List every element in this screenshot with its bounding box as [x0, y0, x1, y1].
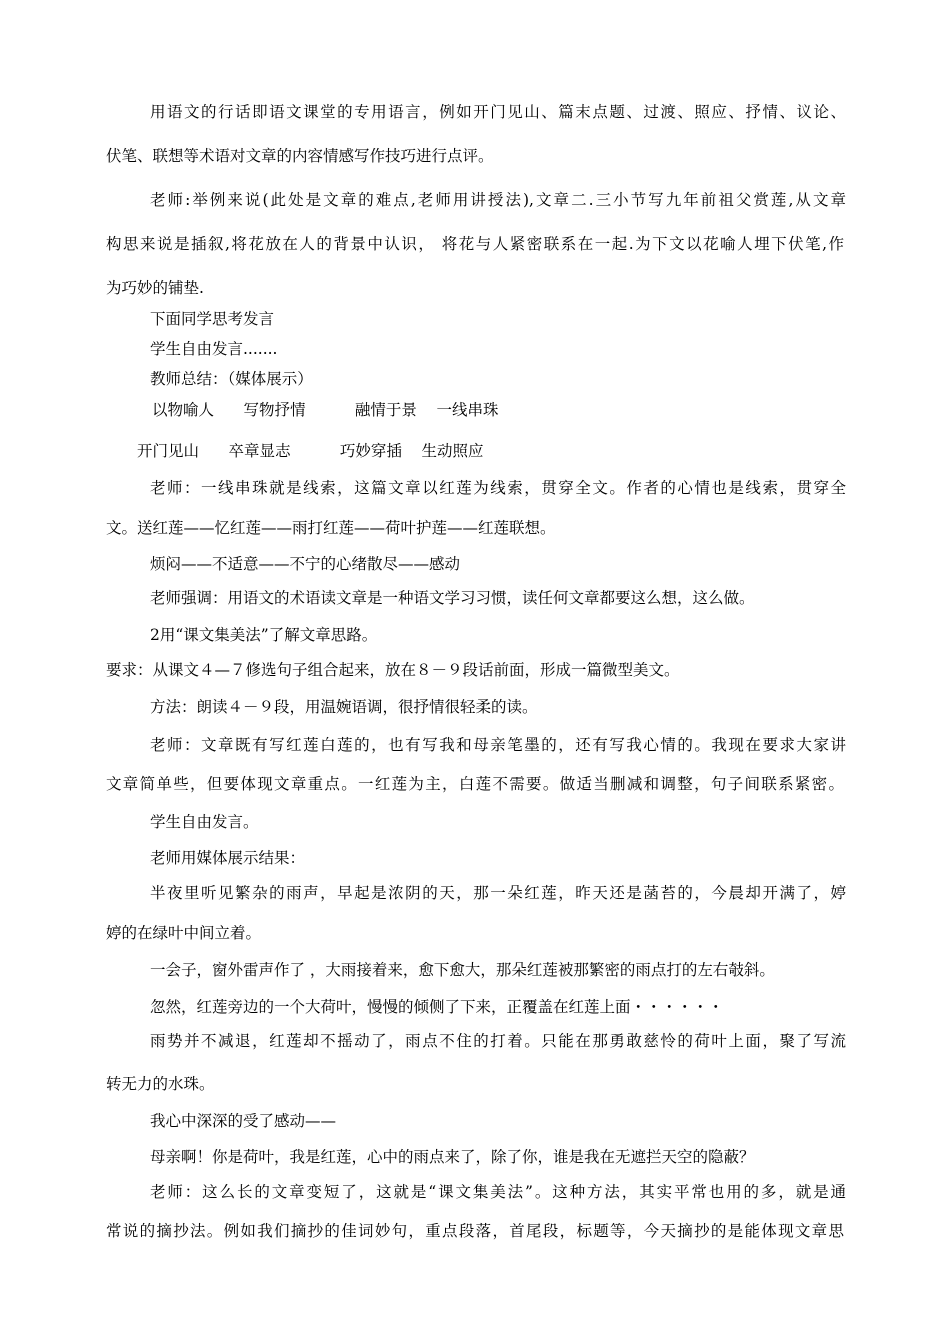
paragraph-line: 伏笔、联想等术语对文章的内容情感写作技巧进行点评。 [106, 147, 494, 165]
paragraph-line: 婷的在绿叶中间立着。 [106, 924, 262, 942]
paragraph-line: 常说的摘抄法。例如我们摘抄的佳词妙句，重点段落，首尾段，标题等，今天摘抄的是能体现文章思 [106, 1222, 844, 1240]
summary-terms-row: 开门见山 卒章显志 巧妙穿插 生动照应 [137, 442, 484, 460]
paragraph-line: 学生自由发言....... [150, 340, 278, 358]
paragraph-line: 我心中深深的受了感动—— [150, 1112, 337, 1130]
paragraph-line: 要求：从课文４—７修选句子组合起来，放在８－９段话前面，形成一篇微型美文。 [106, 661, 680, 679]
paragraph-line: 忽然，红莲旁边的一个大荷叶，慢慢的倾侧了下来，正覆盖在红莲上面・・・・・・ [150, 998, 724, 1016]
paragraph-line: 方法：朗读４－９段，用温婉语调，很抒情很轻柔的读。 [150, 698, 538, 716]
paragraph-line: 用语文的行话即语文课堂的专用语言，例如开门见山、篇末点题、过渡、照应、抒情、议论、 [150, 103, 846, 121]
paragraph-line: 老师强调：用语文的术语读文章是一种语文学习习惯，读任何文章都要这么想，这么做。 [150, 589, 755, 607]
paragraph-line: 一会子，窗外雷声作了 ，大雨接着来，愈下愈大，那朵红莲被那繁密的雨点打的左右攲斜。 [150, 961, 775, 979]
paragraph-line: 转无力的水珠。 [106, 1075, 215, 1093]
paragraph-line: 半夜里听见繁杂的雨声，早起是浓阴的天，那一朵红莲，昨天还是菡苔的，今晨却开满了，婷 [150, 884, 846, 902]
paragraph-line: 学生自由发言。 [150, 813, 259, 831]
paragraph-line: 为巧妙的铺垫. [106, 279, 204, 297]
paragraph-line: 教师总结：（媒体展示） [150, 370, 313, 388]
paragraph-line: 2用“课文集美法”了解文章思路。 [150, 626, 378, 644]
paragraph-line: 老师：文章既有写红莲白莲的，也有写我和母亲笔墨的，还有写我心情的。我现在要求大家讲 [150, 736, 846, 754]
paragraph-line: 老师用媒体展示结果： [150, 849, 306, 867]
paragraph-line: 文。送红莲——忆红莲——雨打红莲——荷叶护莲——红莲联想。 [106, 519, 556, 537]
paragraph-line: 老师：这么长的文章变短了，这就是“课文集美法”。这种方法，其实平常也用的多，就是通 [150, 1183, 846, 1201]
paragraph-line: 下面同学思考发言 [150, 310, 275, 328]
paragraph-line: 雨势并不减退，红莲却不摇动了，雨点不住的打着。只能在那勇敢慈怜的荷叶上面，聚了写流 [150, 1032, 846, 1050]
paragraph-line: 母亲啊！你是荷叶，我是红莲，心中的雨点来了，除了你，谁是我在无遮拦天空的隐蔽？ [150, 1148, 755, 1166]
paragraph-line: 老师:举例来说(此处是文章的难点,老师用讲授法),文章二.三小节写九年前祖父赏莲,从文章 [150, 191, 846, 209]
paragraph-line: 烦闷——不适意——不宁的心绪散尽——感动 [150, 555, 461, 573]
paragraph-line: 老师：一线串珠就是线索，这篇文章以红莲为线索，贯穿全文。作者的心情也是线索，贯穿全 [150, 479, 846, 497]
paragraph-line: 构思来说是插叙,将花放在人的背景中认识， 将花与人紧密联系在一起.为下文以花喻人埋下伏笔,作 [106, 235, 844, 253]
paragraph-line: 文章简单些，但要体现文章重点。一红莲为主，白莲不需要。做适当删减和调整，句子间联系紧密。 [106, 775, 844, 793]
summary-terms-row: 以物喻人 写物抒情 融情于景 一线串珠 [152, 401, 499, 419]
